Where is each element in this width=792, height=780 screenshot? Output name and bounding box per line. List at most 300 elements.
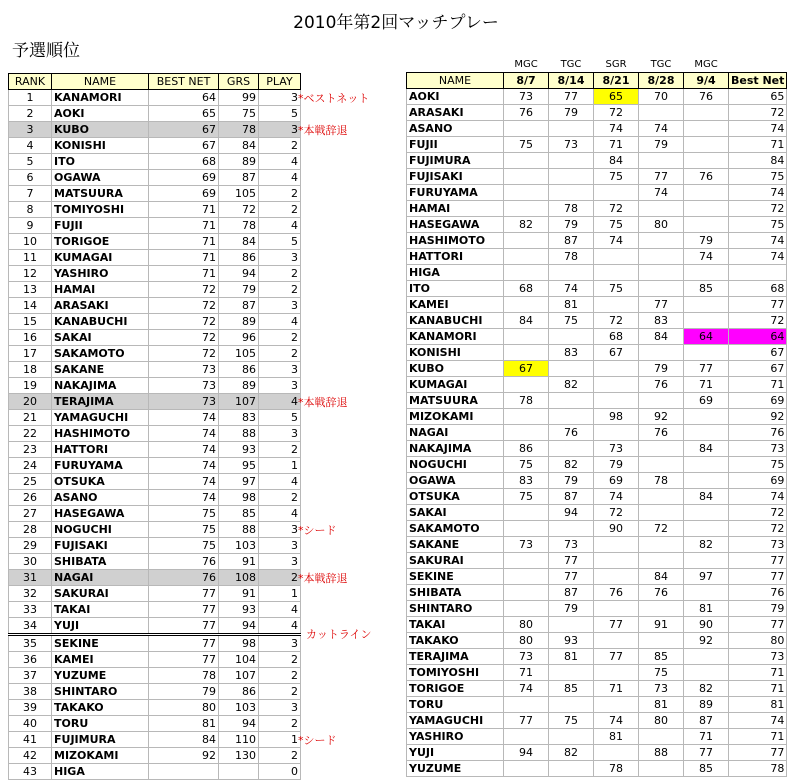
score-cell: 84 — [639, 329, 684, 345]
score-cell: 90 — [594, 521, 639, 537]
best-net-cell: 80 — [729, 633, 787, 649]
venue-label: MGC — [694, 59, 718, 70]
score-cell: 73 — [504, 537, 549, 553]
score-cell — [684, 121, 729, 137]
score-cell: 75 — [549, 713, 594, 729]
note-cutline: カットライン — [306, 628, 372, 641]
score-cell: 79 — [684, 233, 729, 249]
rank-cell: 17 — [9, 346, 52, 362]
header-date: 8/7 — [504, 73, 549, 89]
ranking-row — [9, 170, 301, 186]
venue-spacer — [729, 57, 787, 73]
ranking-row — [9, 330, 301, 346]
best-net-cell: 72 — [729, 521, 787, 537]
player-name: SEKINE — [407, 569, 504, 585]
score-cell: 85 — [684, 761, 729, 777]
player-score-row — [407, 681, 787, 697]
name-cell: KAMEI — [52, 652, 149, 668]
score-cell: 79 — [639, 361, 684, 377]
score-cell: 68 — [504, 281, 549, 297]
score-cell: 72 — [594, 313, 639, 329]
rank-cell: 28 — [9, 522, 52, 538]
score-cell — [549, 153, 594, 169]
score-cell — [684, 137, 729, 153]
grs-cell: 86 — [219, 684, 259, 700]
name-cell: KUMAGAI — [52, 250, 149, 266]
ranking-row — [9, 716, 301, 732]
score-cell — [639, 281, 684, 297]
score-cell: 73 — [594, 441, 639, 457]
best-net-cell: 71 — [729, 681, 787, 697]
score-cell: 75 — [594, 217, 639, 233]
score-cell: 74 — [594, 713, 639, 729]
name-cell: SHIBATA — [52, 554, 149, 570]
rank-cell: 37 — [9, 668, 52, 684]
best-net-cell: 77 — [149, 635, 219, 652]
player-name: NOGUCHI — [407, 457, 504, 473]
rank-cell: 20 — [9, 394, 52, 410]
ranking-row — [9, 652, 301, 668]
score-cell — [639, 393, 684, 409]
grs-cell — [219, 764, 259, 780]
venue-label: MGC — [514, 59, 538, 70]
score-cell: 87 — [684, 713, 729, 729]
note-withdraw: *本戦辞退 — [298, 572, 348, 585]
score-cell — [549, 521, 594, 537]
player-name: TORIGOE — [407, 681, 504, 697]
play-cell: 4 — [259, 506, 301, 522]
play-cell: 2 — [259, 138, 301, 154]
ranking-row — [9, 586, 301, 602]
score-cell — [684, 649, 729, 665]
score-cell — [549, 761, 594, 777]
score-cell — [684, 153, 729, 169]
player-name: KUMAGAI — [407, 377, 504, 393]
player-name: YUZUME — [407, 761, 504, 777]
play-cell: 4 — [259, 602, 301, 618]
score-cell — [594, 393, 639, 409]
grs-cell: 75 — [219, 106, 259, 122]
rank-cell: 21 — [9, 410, 52, 426]
rank-cell: 29 — [9, 538, 52, 554]
player-name: HAMAI — [407, 201, 504, 217]
ranking-row — [9, 346, 301, 362]
name-cell: ARASAKI — [52, 298, 149, 314]
name-cell: TERAJIMA — [52, 394, 149, 410]
grs-cell: 107 — [219, 394, 259, 410]
rank-cell: 34 — [9, 618, 52, 635]
score-cell — [639, 345, 684, 361]
rank-cell: 2 — [9, 106, 52, 122]
score-cell: 82 — [549, 745, 594, 761]
score-cell: 71 — [684, 377, 729, 393]
player-score-row — [407, 169, 787, 185]
score-cell — [504, 249, 549, 265]
best-net-cell: 77 — [149, 652, 219, 668]
grs-cell: 87 — [219, 298, 259, 314]
venue-label: TGC — [650, 59, 672, 70]
best-net-cell: 67 — [149, 122, 219, 138]
best-net-cell: 65 — [729, 89, 787, 105]
score-cell — [504, 169, 549, 185]
ranking-row — [9, 90, 301, 106]
play-cell: 2 — [259, 570, 301, 586]
player-score-row — [407, 441, 787, 457]
player-score-row — [407, 89, 787, 105]
best-net-cell: 79 — [149, 684, 219, 700]
play-cell: 2 — [259, 684, 301, 700]
score-cell: 87 — [549, 585, 594, 601]
player-name: ASANO — [407, 121, 504, 137]
score-cell — [684, 297, 729, 313]
best-net-cell: 71 — [729, 377, 787, 393]
score-cell: 89 — [684, 697, 729, 713]
grs-cell: 98 — [219, 635, 259, 652]
play-cell: 2 — [259, 652, 301, 668]
score-cell: 81 — [594, 729, 639, 745]
name-cell: HATTORI — [52, 442, 149, 458]
play-cell: 1 — [259, 586, 301, 602]
play-cell: 3 — [259, 522, 301, 538]
score-cell — [549, 729, 594, 745]
best-net-cell: 72 — [149, 346, 219, 362]
score-cell — [549, 617, 594, 633]
best-net-cell: 71 — [149, 234, 219, 250]
play-cell: 5 — [259, 410, 301, 426]
score-cell: 82 — [549, 377, 594, 393]
play-cell: 2 — [259, 346, 301, 362]
rank-cell: 32 — [9, 586, 52, 602]
player-name: FUJII — [407, 137, 504, 153]
grs-cell: 89 — [219, 154, 259, 170]
score-cell: 74 — [639, 121, 684, 137]
score-cell: 80 — [639, 217, 684, 233]
rank-cell: 19 — [9, 378, 52, 394]
score-cell — [684, 409, 729, 425]
score-cell — [549, 409, 594, 425]
player-score-row — [407, 153, 787, 169]
best-net-cell: 72 — [729, 201, 787, 217]
score-cell: 87 — [549, 233, 594, 249]
score-cell: 74 — [594, 121, 639, 137]
ranking-row — [9, 490, 301, 506]
name-cell: HASEGAWA — [52, 506, 149, 522]
best-net-cell: 74 — [729, 713, 787, 729]
score-cell: 97 — [684, 569, 729, 585]
score-cell — [684, 425, 729, 441]
score-cell — [684, 665, 729, 681]
score-cell: 74 — [549, 281, 594, 297]
score-cell: 72 — [594, 105, 639, 121]
rank-cell: 16 — [9, 330, 52, 346]
play-cell: 2 — [259, 748, 301, 764]
score-cell: 78 — [639, 473, 684, 489]
play-cell: 2 — [259, 716, 301, 732]
rank-cell: 38 — [9, 684, 52, 700]
play-cell: 3 — [259, 426, 301, 442]
name-cell: SAKANE — [52, 362, 149, 378]
name-cell: OGAWA — [52, 170, 149, 186]
score-cell — [594, 745, 639, 761]
score-cell: 77 — [504, 713, 549, 729]
player-score-row — [407, 297, 787, 313]
score-cell — [504, 585, 549, 601]
score-cell — [504, 329, 549, 345]
score-cell — [639, 265, 684, 281]
score-cell: 82 — [684, 537, 729, 553]
score-cell: 76 — [639, 585, 684, 601]
rank-cell: 15 — [9, 314, 52, 330]
score-cell: 75 — [594, 169, 639, 185]
score-cell: 77 — [684, 745, 729, 761]
score-cell: 84 — [594, 153, 639, 169]
score-cell — [504, 697, 549, 713]
rank-cell: 36 — [9, 652, 52, 668]
play-cell: 3 — [259, 250, 301, 266]
score-cell: 79 — [549, 105, 594, 121]
player-name: MATSUURA — [407, 393, 504, 409]
player-score-row — [407, 377, 787, 393]
header-play: PLAY — [259, 74, 301, 90]
score-cell — [639, 729, 684, 745]
score-cell — [639, 601, 684, 617]
score-cell: 73 — [504, 649, 549, 665]
score-cell — [639, 457, 684, 473]
score-cell — [504, 409, 549, 425]
score-cell: 76 — [639, 425, 684, 441]
grs-cell: 91 — [219, 554, 259, 570]
score-cell: 92 — [684, 633, 729, 649]
play-cell: 2 — [259, 442, 301, 458]
name-cell: SHINTARO — [52, 684, 149, 700]
ranking-row — [9, 394, 301, 410]
best-net-cell: 71 — [149, 202, 219, 218]
ranking-row — [9, 474, 301, 490]
best-net-cell: 77 — [729, 569, 787, 585]
best-net-cell: 75 — [729, 169, 787, 185]
score-cell: 69 — [594, 473, 639, 489]
best-net-cell: 81 — [729, 697, 787, 713]
player-name: TERAJIMA — [407, 649, 504, 665]
play-cell: 4 — [259, 218, 301, 234]
best-net-cell: 92 — [149, 748, 219, 764]
score-cell — [684, 265, 729, 281]
ranking-row — [9, 234, 301, 250]
play-cell: 2 — [259, 202, 301, 218]
best-net-cell: 73 — [729, 441, 787, 457]
player-score-row — [407, 537, 787, 553]
score-cell — [594, 601, 639, 617]
rank-cell: 35 — [9, 635, 52, 652]
ranking-row — [9, 538, 301, 554]
score-cell: 79 — [549, 601, 594, 617]
grs-cell: 78 — [219, 122, 259, 138]
page-title: 2010年第2回マッチプレー — [293, 13, 499, 33]
best-net-cell: 80 — [149, 700, 219, 716]
best-net-cell: 74 — [729, 249, 787, 265]
score-cell: 79 — [639, 137, 684, 153]
score-cell — [639, 105, 684, 121]
score-cell: 73 — [549, 137, 594, 153]
score-cell: 79 — [549, 473, 594, 489]
grs-cell: 95 — [219, 458, 259, 474]
score-cell — [684, 457, 729, 473]
name-cell: KUBO — [52, 122, 149, 138]
play-cell: 3 — [259, 538, 301, 554]
name-cell: KANAMORI — [52, 90, 149, 106]
header-date: 8/28 — [639, 73, 684, 89]
name-cell: TOMIYOSHI — [52, 202, 149, 218]
player-name: NAKAJIMA — [407, 441, 504, 457]
grs-cell: 94 — [219, 266, 259, 282]
player-score-row — [407, 665, 787, 681]
play-cell: 3 — [259, 554, 301, 570]
score-cell: 80 — [504, 617, 549, 633]
play-cell: 4 — [259, 170, 301, 186]
rank-cell: 3 — [9, 122, 52, 138]
best-net-cell: 65 — [149, 106, 219, 122]
rank-cell: 41 — [9, 732, 52, 748]
score-cell — [504, 425, 549, 441]
name-cell: YUJI — [52, 618, 149, 635]
best-net-cell: 74 — [729, 121, 787, 137]
best-net-cell: 64 — [729, 329, 787, 345]
best-net-cell: 74 — [729, 233, 787, 249]
play-cell: 2 — [259, 266, 301, 282]
header-rank: RANK — [9, 74, 52, 90]
ranking-row — [9, 122, 301, 138]
score-cell — [549, 265, 594, 281]
score-cell — [684, 473, 729, 489]
name-cell: YASHIRO — [52, 266, 149, 282]
venue-row — [407, 57, 787, 73]
score-cell: 78 — [594, 761, 639, 777]
score-cell: 77 — [594, 649, 639, 665]
header-name: NAME — [52, 74, 149, 90]
rank-cell: 18 — [9, 362, 52, 378]
score-cell: 84 — [639, 569, 684, 585]
best-net-cell: 71 — [149, 218, 219, 234]
venue-spacer — [407, 57, 504, 73]
rank-cell: 7 — [9, 186, 52, 202]
note-seed: *シード — [298, 734, 337, 747]
player-name: SHIBATA — [407, 585, 504, 601]
player-score-row — [407, 601, 787, 617]
best-net-cell: 78 — [149, 668, 219, 684]
rank-cell: 12 — [9, 266, 52, 282]
best-net-cell: 75 — [729, 457, 787, 473]
grs-cell: 91 — [219, 586, 259, 602]
play-cell: 4 — [259, 474, 301, 490]
player-score-row — [407, 265, 787, 281]
score-cell: 83 — [549, 345, 594, 361]
score-cell: 90 — [684, 617, 729, 633]
note-seed: *シード — [298, 524, 337, 537]
player-score-row — [407, 185, 787, 201]
score-cell: 70 — [639, 89, 684, 105]
ranking-row — [9, 618, 301, 635]
best-net-cell: 67 — [729, 361, 787, 377]
play-cell: 3 — [259, 122, 301, 138]
score-cell — [504, 201, 549, 217]
venue-label: TGC — [560, 59, 582, 70]
note-best-net: *ベストネット — [298, 92, 370, 105]
score-cell: 73 — [549, 537, 594, 553]
best-net-cell: 72 — [149, 330, 219, 346]
note-withdraw: *本戦辞退 — [298, 396, 348, 409]
score-cell — [549, 185, 594, 201]
grs-cell: 84 — [219, 138, 259, 154]
name-cell: NOGUCHI — [52, 522, 149, 538]
ranking-row — [9, 298, 301, 314]
score-cell — [504, 153, 549, 169]
name-cell: KANABUCHI — [52, 314, 149, 330]
score-cell — [594, 633, 639, 649]
best-net-cell: 77 — [729, 745, 787, 761]
score-cell — [639, 553, 684, 569]
best-net-cell: 84 — [149, 732, 219, 748]
score-cell: 69 — [684, 393, 729, 409]
best-net-cell: 71 — [729, 137, 787, 153]
score-cell: 77 — [594, 617, 639, 633]
score-cell: 84 — [684, 489, 729, 505]
player-name: HASHIMOTO — [407, 233, 504, 249]
score-cell: 71 — [594, 681, 639, 697]
best-net-cell: 67 — [149, 138, 219, 154]
player-score-row — [407, 617, 787, 633]
player-score-row — [407, 489, 787, 505]
score-cell — [504, 761, 549, 777]
score-cell — [684, 105, 729, 121]
grs-cell: 87 — [219, 170, 259, 186]
ranking-row — [9, 218, 301, 234]
rank-cell: 14 — [9, 298, 52, 314]
best-net-cell: 77 — [149, 586, 219, 602]
name-cell: SEKINE — [52, 635, 149, 652]
best-net-cell: 74 — [149, 474, 219, 490]
score-cell: 75 — [504, 457, 549, 473]
ranking-row — [9, 282, 301, 298]
player-score-row — [407, 729, 787, 745]
rank-cell: 4 — [9, 138, 52, 154]
grs-cell: 84 — [219, 234, 259, 250]
ranking-row — [9, 266, 301, 282]
score-cell: 71 — [684, 729, 729, 745]
score-cell — [684, 185, 729, 201]
score-cell — [504, 185, 549, 201]
score-cell: 91 — [639, 617, 684, 633]
name-cell: YAMAGUCHI — [52, 410, 149, 426]
ranking-row — [9, 314, 301, 330]
best-net-cell: 84 — [729, 153, 787, 169]
ranking-row — [9, 700, 301, 716]
score-cell: 85 — [639, 649, 684, 665]
ranking-row — [9, 684, 301, 700]
best-net-cell: 75 — [149, 506, 219, 522]
grs-cell: 99 — [219, 90, 259, 106]
best-net-cell: 74 — [149, 442, 219, 458]
player-name: MIZOKAMI — [407, 409, 504, 425]
score-cell: 84 — [504, 313, 549, 329]
grs-cell: 103 — [219, 700, 259, 716]
score-cell: 76 — [684, 169, 729, 185]
score-cell: 67 — [594, 345, 639, 361]
score-cell — [549, 121, 594, 137]
name-cell: KONISHI — [52, 138, 149, 154]
score-cell: 73 — [504, 89, 549, 105]
name-cell: MIZOKAMI — [52, 748, 149, 764]
ranking-row — [9, 732, 301, 748]
